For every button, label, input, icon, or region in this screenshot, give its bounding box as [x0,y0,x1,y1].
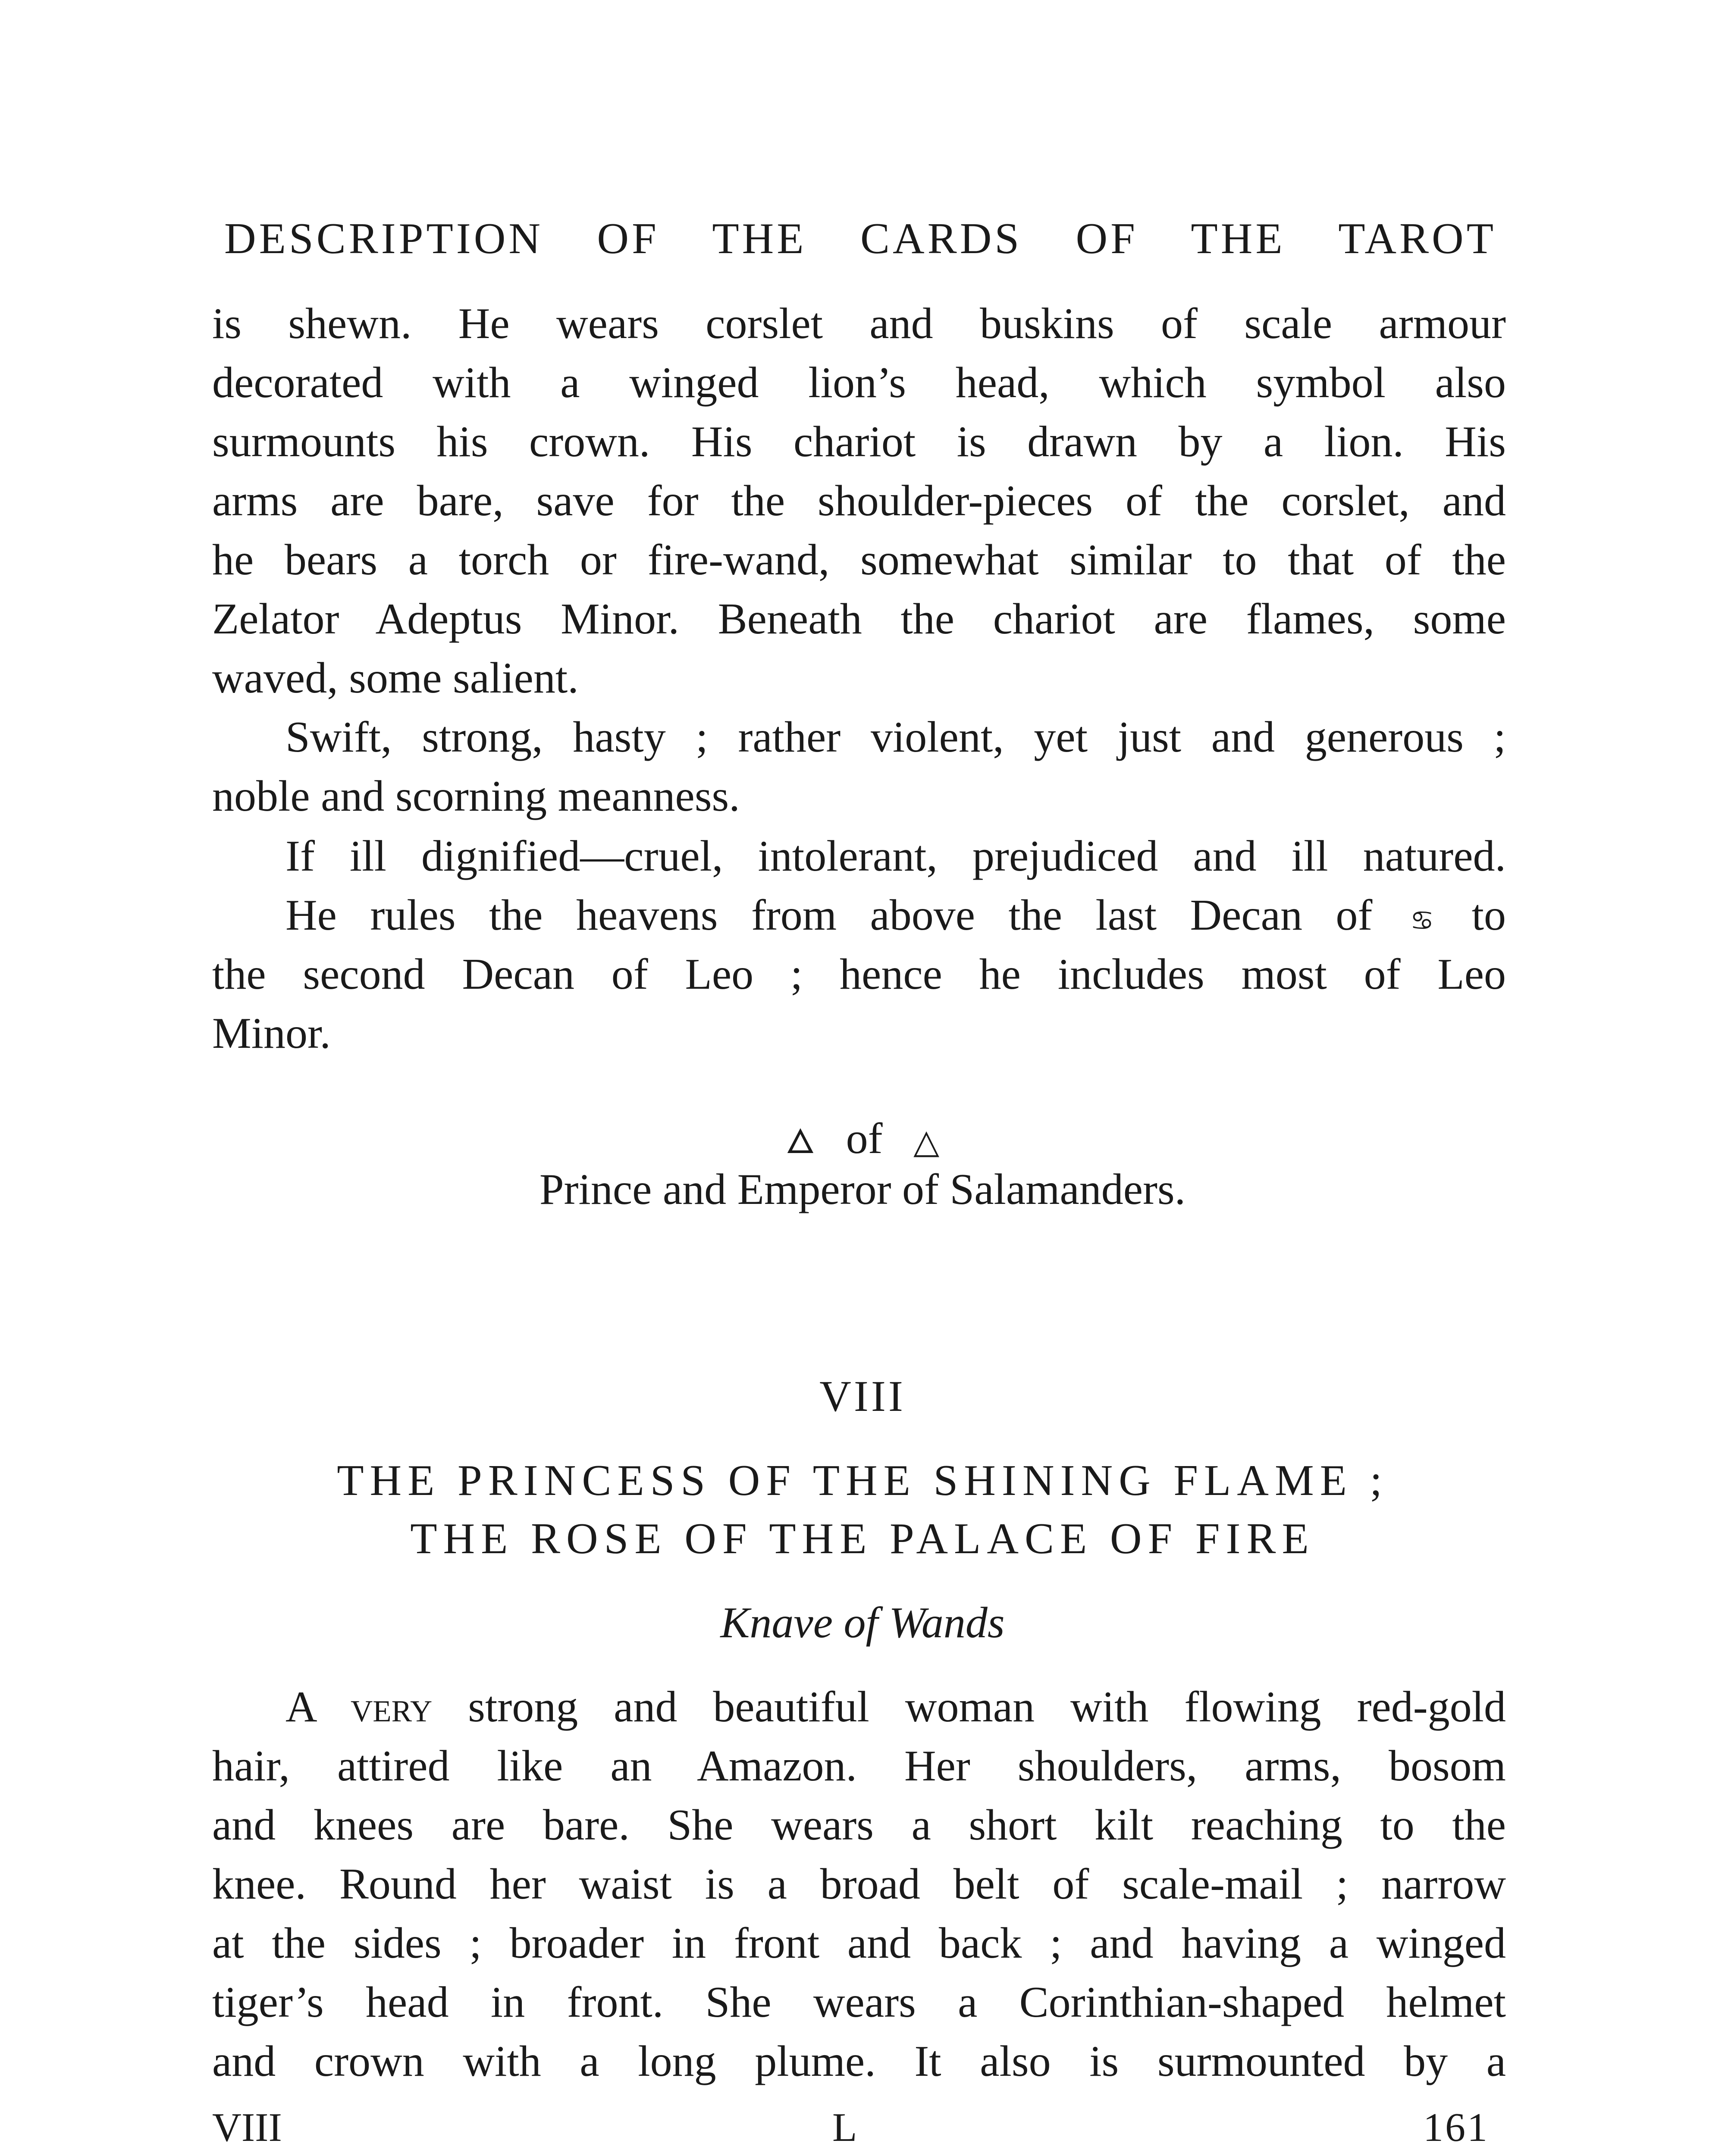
paragraph-rules-heavens [212,886,1506,1063]
page-number: 161 [1423,2105,1489,2150]
footer-signature-letter: L [832,2105,857,2150]
text-line: the second Decan of Leo ; hence he includes most of Leo [212,950,1506,999]
text-line: and crown with a long plume. It also is surmounted by a [212,2037,1506,2086]
paragraph-ill-dignified [212,827,1506,886]
footer-signature: VIII [212,2105,282,2150]
fire-of-fire-symbol-icon: 🜂 [785,1122,815,1161]
lead-smallcaps: very [350,1683,433,1731]
paragraph-character [212,708,1506,826]
text-line: waved, some salient. [212,654,579,702]
text-line [212,1677,1506,1736]
text-line: he bears a torch or fire-wand, somewhat similar to that of the [212,536,1506,584]
section-title-line-2: THE ROSE OF THE PALACE OF FIRE [410,1514,1315,1563]
paragraph-princess-description [212,1677,1506,2091]
section-title-line-1: THE PRINCESS OF THE SHINING FLAME ; [337,1456,1388,1505]
text-line: If ill dignified—cruel, intolerant, prejudiced and ill natured. [285,832,1506,881]
text-segment: He rules the heavens from above the last Decan of [285,891,1373,940]
running-head: DESCRIPTION OF THE CARDS OF THE TAROT [224,214,1496,263]
text-line: surmounts his crown. His chariot is drawn by a lion. His [212,417,1506,466]
text-line [212,886,1506,945]
paragraph-chariot-description [212,294,1506,708]
lead-capital: A [285,1683,315,1731]
text-segment: strong and beautiful woman with flowing red-gold [468,1683,1506,1731]
cancer-sign-icon: ♋ [1410,905,1434,936]
text-segment: to [1471,891,1506,940]
text-line: is shewn. He wears corslet and buskins of scale armour [212,299,1506,348]
text-line: Swift, strong, hasty ; rather violent, yet just and generous ; [285,713,1506,761]
card-name: Knave of Wands [720,1598,1005,1647]
text-line: decorated with a winged lion’s head, which symbol also [212,358,1506,407]
text-line: and knees are bare. She wears a short kilt reaching to the [212,1801,1506,1849]
text-line: Zelator Adeptus Minor. Beneath the chariot are flames, some [212,595,1506,643]
text-line: Minor. [212,1009,331,1058]
element-title-word: of [846,1114,883,1163]
text-line: noble and scorning meanness. [212,772,740,821]
text-line: arms are bare, save for the shoulder-pieces of the corslet, and [212,476,1506,525]
text-line: tiger’s head in front. She wears a Corinthian-shaped helmet [212,1978,1506,2027]
card-subtitle: Prince and Emperor of Salamanders. [539,1165,1186,1214]
text-line: hair, attired like an Amazon. Her shoulders, arms, bosom [212,1742,1506,1790]
text-line: knee. Round her waist is a broad belt of scale-mail ; narrow [212,1860,1506,1908]
element-title [0,1104,1725,1172]
fire-triangle-icon: △ [913,1122,940,1161]
text-line: at the sides ; broader in front and back ; and having a winged [212,1919,1506,1968]
section-number: VIII [819,1372,906,1421]
